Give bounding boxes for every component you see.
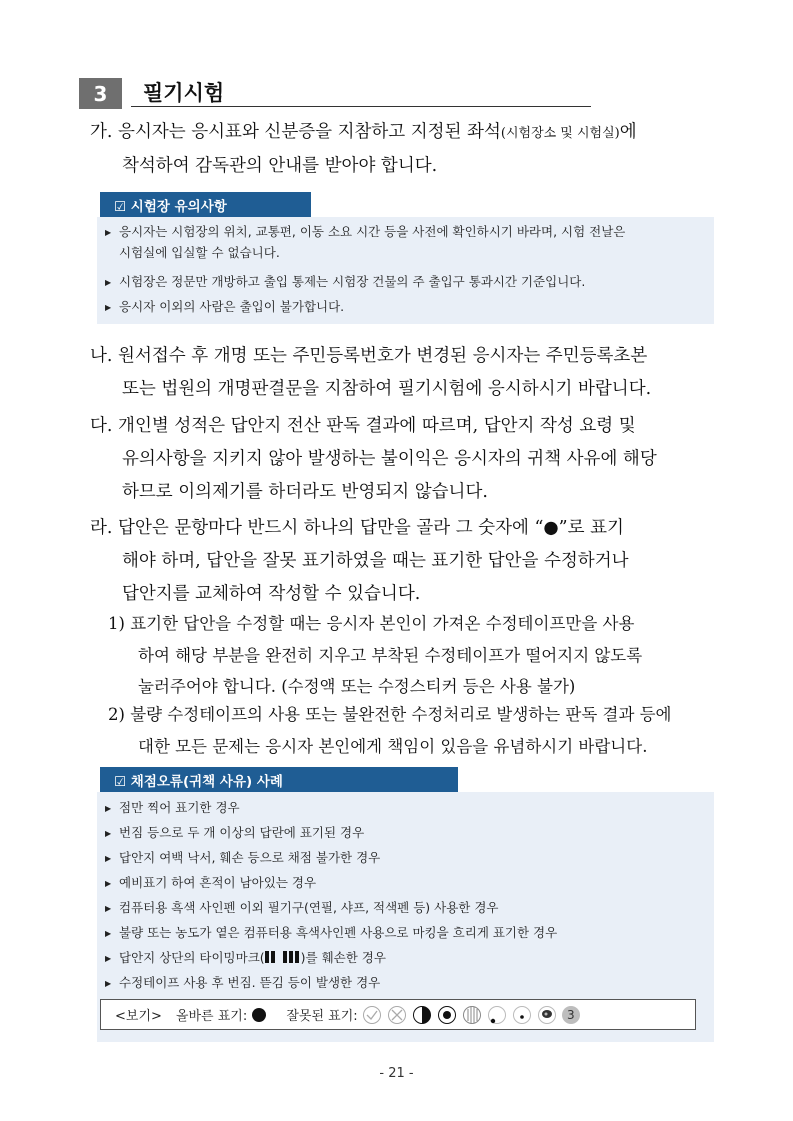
paragraph-text: 해야 하며, 답안을 잘못 표기하였을 때는 표기한 답안을 수정하거나: [122, 551, 629, 571]
box-title-scoring-errors: ☑ 채점오류(귀책 사유) 사례: [100, 767, 458, 792]
box-exam-site-notes: [97, 217, 714, 324]
paragraph-ga: [90, 116, 730, 183]
small-dot-circle-icon: [437, 1005, 457, 1025]
paragraph-marker: 라.: [90, 518, 113, 538]
check-mark-circle-icon: [362, 1005, 382, 1025]
paragraph-text: 원서접수 후 개명 또는 주민등록번호가 변경된 응시자는 주민등록초본: [118, 346, 648, 366]
paragraph-text: 하여 해당 부분을 완전히 지우고 부착된 수정테이프가 떨어지지 않도록: [138, 645, 643, 665]
paragraph-na: [90, 340, 730, 406]
bullet-triangle-icon: ▶: [105, 803, 112, 813]
paragraph-ra: [90, 512, 730, 611]
marking-example: [100, 999, 696, 1030]
paragraph-text: 불량 수정테이프의 사용 또는 불완전한 수정처리로 발생하는 판독 결과 등에: [130, 705, 672, 724]
paragraph-text: 유의사항을 지키지 않아 발생하는 불이익은 응시자의 귀책 사유에 해당: [122, 449, 657, 469]
section-underline: [131, 106, 591, 107]
paragraph-text: 답안은 문항마다 반드시 하나의 답만을 골라 그 숫자에 “●”로 표기: [118, 518, 624, 538]
bullet-triangle-icon: ▶: [105, 953, 112, 963]
paragraph-marker: 가.: [90, 122, 113, 142]
bullet-triangle-icon: ▶: [105, 928, 112, 938]
paragraph-note: (시험장소 및 시험실): [500, 126, 620, 141]
bullet-triangle-icon: ▶: [105, 828, 112, 838]
paragraph-text: 대한 모든 문제는 응시자 본인에게 책임이 있음을 유념하시기 바랍니다.: [138, 736, 648, 756]
section-title: 필기시험: [143, 81, 225, 105]
list-item: ▶ 응시자 이외의 사람은 출입이 불가합니다.: [105, 297, 344, 318]
x-mark-circle-icon: [387, 1005, 407, 1025]
paragraph-text: 표기한 답안을 수정할 때는 응시자 본인이 가져온 수정테이프만을 사용: [130, 614, 635, 633]
list-item: ▶ 답안지 상단의 타이밍마크( )를 훼손한 경우: [105, 948, 386, 969]
subparagraph-2: [108, 699, 728, 762]
tiny-dot-circle-icon: [512, 1005, 532, 1025]
bullet-triangle-icon: ▶: [105, 978, 112, 988]
page-number: - 21 -: [379, 1066, 414, 1081]
paragraph-da: [90, 410, 730, 509]
bullet-triangle-icon: ▶: [105, 903, 112, 913]
timing-mark-icon: [265, 949, 301, 969]
bullet-triangle-icon: ▶: [105, 878, 112, 888]
list-item: ▶ 불량 또는 농도가 옅은 컴퓨터용 흑색사인펜 사용으로 마킹을 흐리게 표기한 경우: [105, 923, 557, 944]
list-item: ▶ 컴퓨터용 흑색 사인펜 이외 필기구(연필, 샤프, 적색펜 등) 사용한 경우: [105, 898, 499, 919]
paragraph-text: 에: [619, 122, 637, 142]
paragraph-text: 하므로 이의제기를 하더라도 반영되지 않습니다.: [122, 482, 488, 502]
list-item: ▶ 예비표기 하여 흔적이 남아있는 경우: [105, 873, 316, 894]
paragraph-text: 눌러주어야 합니다. (수정액 또는 수정스티커 등은 사용 불가): [138, 677, 576, 696]
correct-mark-label: 올바른 표기:: [175, 1009, 248, 1024]
subparagraph-1: [108, 608, 728, 703]
subparagraph-marker: 2): [108, 705, 125, 724]
paragraph-marker: 나.: [90, 346, 113, 366]
paragraph-text: 응시자는 응시표와 신분증을 지참하고 지정된 좌석: [118, 122, 501, 142]
bullet-triangle-icon: ▶: [105, 277, 112, 287]
corner-dot-circle-icon: [487, 1005, 507, 1025]
example-label: <보기>: [115, 1009, 162, 1024]
filled-circle-icon: [251, 1007, 267, 1023]
list-item: ▶ 응시자는 시험장의 위치, 교통편, 이동 소요 시간 등을 사전에 확인하시기 바라며, 시험 전날은 시험실에 입실할 수 없습니다.: [105, 224, 626, 260]
wrong-mark-label: 잘못된 표기:: [286, 1009, 358, 1024]
smudged-circle-icon: [537, 1005, 557, 1025]
list-item: ▶ 번짐 등으로 두 개 이상의 답란에 표기된 경우: [105, 823, 364, 844]
list-item: ▶ 수정테이프 사용 후 번짐. 뜯김 등이 발생한 경우: [105, 973, 380, 994]
paragraph-text: 개인별 성적은 답안지 전산 판독 결과에 따르며, 답안지 작성 요령 및: [118, 416, 636, 436]
bullet-triangle-icon: ▶: [105, 227, 112, 237]
subparagraph-marker: 1): [108, 614, 125, 633]
list-item: ▶ 답안지 여백 낙서, 훼손 등으로 채점 불가한 경우: [105, 848, 380, 869]
paragraph-text: 답안지를 교체하여 작성할 수 있습니다.: [122, 584, 421, 604]
paragraph-marker: 다.: [90, 416, 113, 436]
paragraph-text: 또는 법원의 개명판결문을 지참하여 필기시험에 응시하시기 바랍니다.: [122, 379, 652, 399]
bullet-triangle-icon: ▶: [105, 302, 112, 312]
box-title-exam-site: ☑ 시험장 유의사항: [100, 192, 311, 217]
list-item: ▶ 점만 찍어 표기한 경우: [105, 798, 240, 819]
section-number: 3: [79, 78, 122, 109]
shaded-digit-circle-icon: 3: [562, 1006, 580, 1024]
list-item: ▶ 시험장은 정문만 개방하고 출입 통제는 시험장 건물의 주 출입구 통과시간 기준입니다.: [105, 272, 585, 293]
striped-circle-icon: [462, 1005, 482, 1025]
bullet-triangle-icon: ▶: [105, 853, 112, 863]
paragraph-text: 착석하여 감독관의 안내를 받아야 합니다.: [122, 156, 438, 176]
half-filled-circle-icon: [412, 1005, 432, 1025]
